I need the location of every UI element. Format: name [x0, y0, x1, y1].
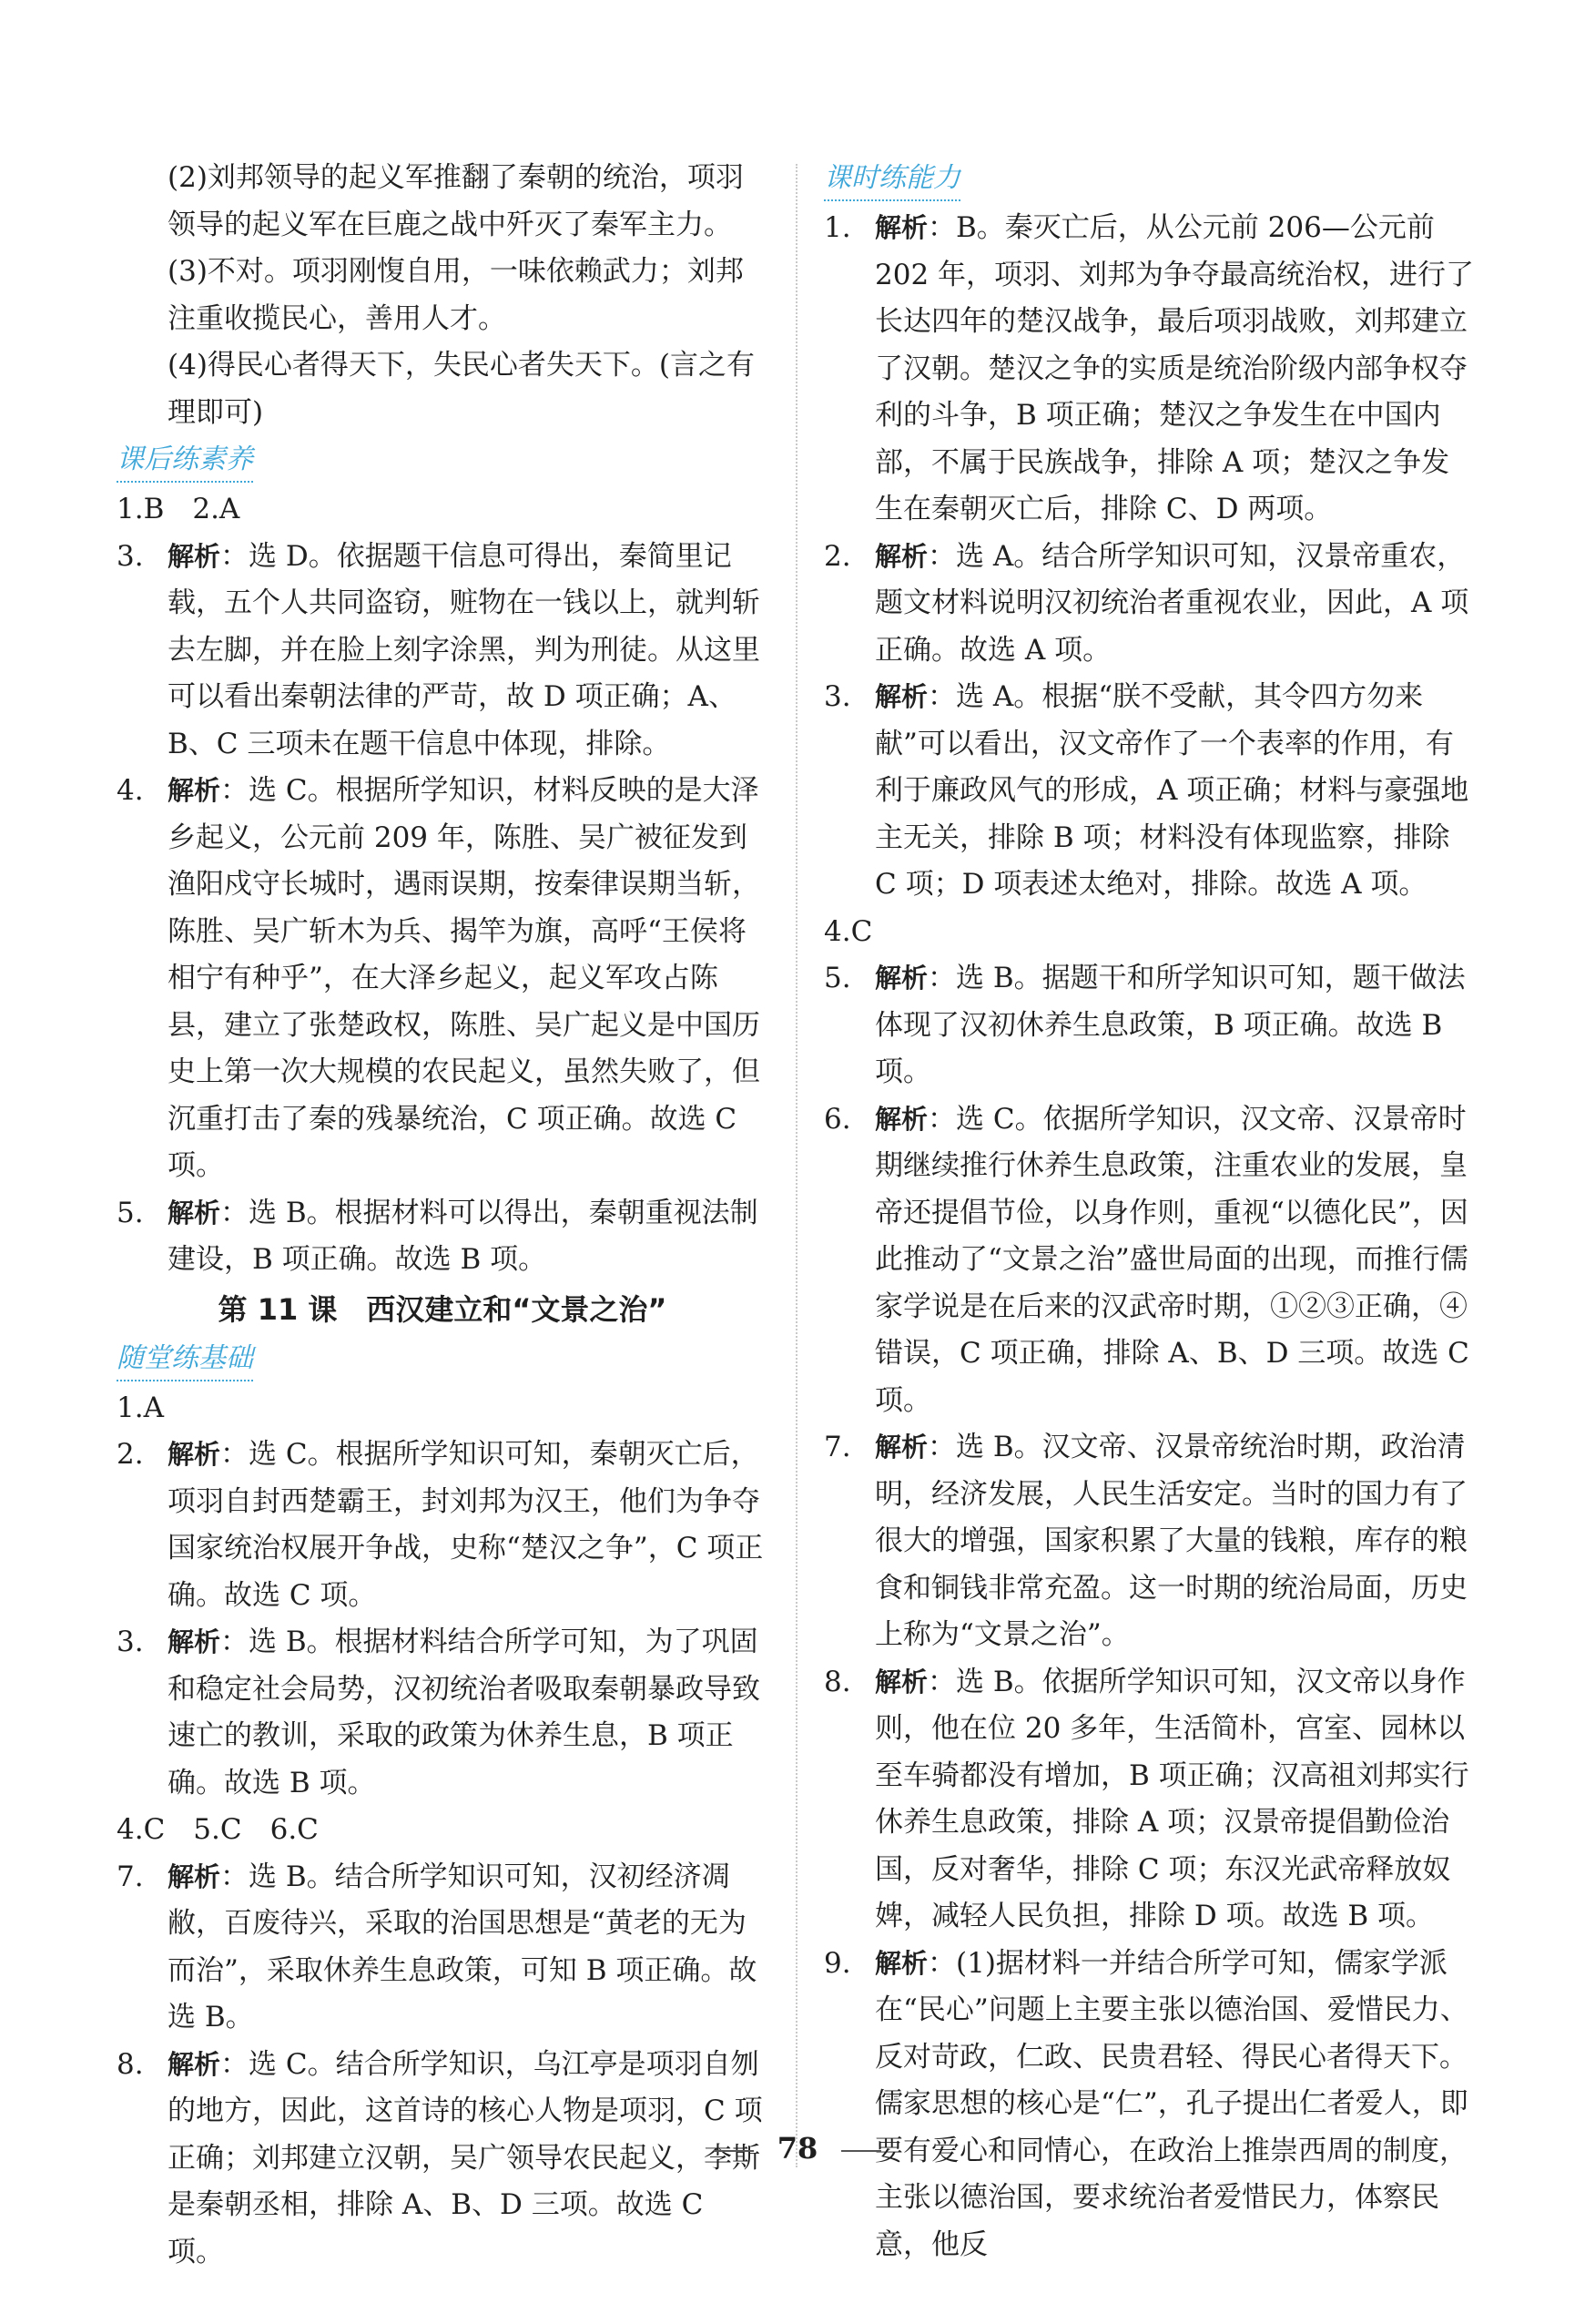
page-number-dash-right [841, 2150, 881, 2152]
analysis-label: 解析 [168, 1626, 221, 1657]
section-heading-after-class: 课后练素养 [117, 439, 253, 483]
answer-paragraph: (3)不对。项羽刚愎自用，一味依赖武力；刘邦注重收揽民心，善用人才。 [168, 255, 744, 335]
analysis-text: ：选 A。根据“朕不受献，其令四方勿来献”可以看出，汉文帝作了一个表率的作用，有利于廉政风气的形成，A 项正确；材料与豪强地主无关，排除 B 项；材料没有体现监察，排除 C 项；D 项表述太绝对，排除。故选 A 项。 [875, 680, 1469, 901]
item-number: 5. [824, 962, 851, 994]
analysis-label: 解析 [168, 1860, 221, 1892]
analysis-text: ：B。秦灭亡后，从公元前 206—公元前 202 年，项羽、刘邦为争夺最高统治权，进行了长达四年的楚汉战争，最后项羽战败，刘邦建立了汉朝。楚汉之争的实质是统治阶级内部争权夺利的斗争，B 项正确；楚汉之争发生在中国内部，不属于民族战争，排除 A 项；楚汉之争发生在秦朝灭亡后，排除 C、D 两项。 [875, 211, 1475, 525]
answer-item [824, 1424, 1476, 1659]
analysis-label: 解析 [875, 212, 929, 243]
lesson-title: 第 11 课 西汉建立和“文景之治” [218, 1291, 667, 1327]
analysis-text: ：选 A。结合所学知识可知，汉景帝重农，题文材料说明汉初统治者重视农业，因此，A 项正确。故选 A 项。 [875, 539, 1469, 667]
analysis-label: 解析 [875, 1103, 929, 1135]
item-number: 2. [117, 1438, 144, 1471]
analysis-text: ：选 B。汉文帝、汉景帝统治时期，政治清明，经济发展，人民生活安定。当时的国力有了很大的增强，国家积累了大量的钱粮，库存的粮食和铜钱非常充盈。这一时期的统治局面，历史上称为“文景之治”。 [875, 1431, 1468, 1651]
analysis-label: 解析 [875, 1432, 929, 1463]
page-number-dash-left [714, 2150, 754, 2152]
analysis-text: ：(1)据材料一并结合所学可知，儒家学派在“民心”问题上主要主张以德治国、爱惜民力、反对苛政，仁政、民贵君轻、得民心者得天下。儒家思想的核心是“仁”，孔子提出仁者爱人，即要有爱心和同情心，在政治上推崇西周的制度，主张以德治国，要求统治者爱惜民力，体察民意，他反 [875, 1946, 1468, 2261]
answer-item [117, 1432, 768, 1619]
answer-item [824, 1096, 1476, 1425]
item-number: 3. [117, 1626, 144, 1658]
short-answers: 1.B 2.A [117, 493, 240, 525]
answer-item [824, 534, 1476, 675]
analysis-text: ：选 C。依据所学知识，汉文帝、汉景帝时期继续推行休养生息政策，注重农业的发展，皇帝还提倡节俭，以身作则，重视“以德化民”，因此推动了“文景之治”盛世局面的出现，而推行儒家学说是在后来的汉武帝时期，①②③正确，④错误，C 项正确，排除 A、B、D 三项。故选 C 项。 [875, 1102, 1469, 1417]
page-number [0, 2131, 1595, 2166]
answer-item [117, 534, 768, 769]
right-column [824, 155, 1476, 2268]
short-answers: 1.A [117, 1391, 164, 1424]
analysis-label: 解析 [168, 775, 221, 806]
analysis-label: 解析 [168, 540, 221, 572]
item-number: 8. [117, 2047, 144, 2081]
item-number: 2. [824, 539, 851, 573]
analysis-label: 解析 [168, 1439, 221, 1470]
analysis-text: ：选 B。依据所学知识可知，汉文帝以身作则，他在位 20 多年，生活简朴，宫室、园林以至车骑都没有增加，B 项正确；汉高祖刘邦实行休养生息政策，排除 A 项；汉景帝提倡勤俭治国，反对奢华，排除 C 项；东汉光武帝释放奴婢，减轻人民负担，排除 D 项。故选 B 项。 [875, 1665, 1469, 1932]
page-number-value: 78 [777, 2131, 818, 2166]
analysis-label: 解析 [875, 540, 929, 572]
analysis-text: ：选 B。根据材料结合所学可知，为了巩固和稳定社会局势，汉初统治者吸取秦朝暴政导致速亡的教训，采取的政策为休养生息，B 项正确。故选 B 项。 [168, 1626, 760, 1799]
short-answers: 4.C [824, 914, 873, 948]
item-number: 6. [824, 1102, 851, 1136]
answer-item [824, 1659, 1476, 1941]
item-number: 4. [117, 774, 144, 807]
answer-item [824, 1941, 1476, 2269]
analysis-label: 解析 [875, 963, 929, 994]
analysis-label: 解析 [875, 1947, 929, 1979]
analysis-text: ：选 B。根据材料可以得出，秦朝重视法制建设，B 项正确。故选 B 项。 [168, 1196, 758, 1276]
analysis-label: 解析 [875, 1666, 929, 1697]
analysis-text: ：选 B。据题干和所学知识可知，题干做法体现了汉初休养生息政策，B 项正确。故选 B 项。 [875, 962, 1466, 1088]
answer-item [117, 1854, 768, 2042]
item-number: 7. [117, 1860, 144, 1893]
short-answers: 4.C 5.C 6.C [117, 1813, 319, 1846]
answer-item [117, 1190, 768, 1284]
answer-item [824, 674, 1476, 909]
analysis-text: ：选 C。根据所学知识可知，秦朝灭亡后，项羽自封西楚霸王，封刘邦为汉王，他们为争夺国家统治权展开争战，史称“楚汉之争”，C 项正确。故选 C 项。 [168, 1438, 764, 1612]
analysis-text: ：选 D。依据题干信息可得出，秦简里记载，五个人共同盗窃，赃物在一钱以上，就判斩去左脚，并在脸上刻字涂黑，判为刑徒。从这里可以看出秦朝法律的严苛，故 D 项正确；A、B、C 三项未在题干信息中体现，排除。 [168, 539, 760, 760]
answer-item [117, 1619, 768, 1807]
analysis-text: ：选 B。结合所学知识可知，汉初经济凋敝，百废待兴，采取的治国思想是“黄老的无为而治”，采取休养生息政策，可知 B 项正确。故选 B。 [168, 1860, 757, 2034]
item-number: 9. [824, 1946, 851, 1980]
analysis-label: 解析 [875, 681, 929, 712]
answer-paragraph: (2)刘邦领导的起义军推翻了秦朝的统治，项羽领导的起义军在巨鹿之战中歼灭了秦军主力。 [168, 161, 744, 241]
section-heading-ability: 课时练能力 [824, 158, 960, 201]
item-number: 3. [824, 680, 851, 713]
answer-paragraph: (4)得民心者得天下，失民心者失天下。(言之有理即可) [168, 349, 756, 429]
answer-item [824, 955, 1476, 1096]
item-number: 8. [824, 1665, 851, 1698]
column-divider [796, 164, 798, 2167]
answer-item [824, 205, 1476, 534]
item-number: 5. [117, 1196, 144, 1229]
section-heading-in-class: 随堂练基础 [117, 1338, 253, 1381]
left-column [117, 155, 768, 2276]
item-number: 3. [117, 539, 144, 573]
item-number: 1. [824, 211, 851, 244]
analysis-text: ：选 C。根据所学知识，材料反映的是大泽乡起义，公元前 209 年，陈胜、吴广被征发到渔阳戍守长城时，遇雨误期，按秦律误期当斩，陈胜、吴广斩木为兵、揭竿为旗，高呼“王侯将相宁有种乎”，在大泽乡起义，起义军攻占陈县，建立了张楚政权，陈胜、吴广起义是中国历史上第一次大规模的农民起义，虽然失败了，但沉重打击了秦的残暴统治，C 项正确。故选 C 项。 [168, 774, 760, 1182]
item-number: 7. [824, 1431, 851, 1463]
analysis-text: ：选 C。结合所学知识，乌江亭是项羽自刎的地方，因此，这首诗的核心人物是项羽，C 项正确；刘邦建立汉朝，吴广领导农民起义，李斯是秦朝丞相，排除 A、B、D 三项。故选 C 项。 [168, 2047, 763, 2268]
analysis-label: 解析 [168, 1197, 221, 1228]
analysis-label: 解析 [168, 2048, 221, 2080]
answer-item [117, 768, 768, 1190]
